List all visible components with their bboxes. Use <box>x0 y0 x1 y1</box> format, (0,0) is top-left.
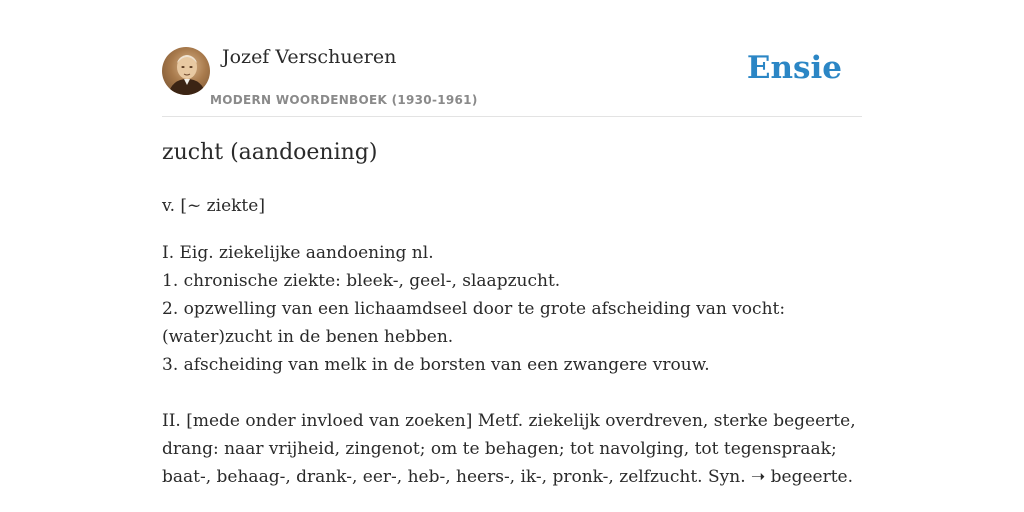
paragraph-spacer <box>162 379 882 407</box>
source-name[interactable]: MODERN WOORDENBOEK (1930-1961) <box>210 93 478 107</box>
definition-line: drang: naar vrijheid, zingenot; om te behagen; tot navolging, tot tegenspraak; <box>162 439 837 459</box>
definition-line: 1. chronische ziekte: bleek-, geel-, slaapzucht. <box>162 271 561 291</box>
entry-definition <box>162 239 882 491</box>
synonym-link[interactable]: ➝ begeerte. <box>751 467 854 487</box>
entry-title: zucht (aandoening) <box>162 140 378 165</box>
author-name[interactable]: Jozef Verschueren <box>222 46 397 68</box>
ensie-logo[interactable]: Ensie <box>746 50 842 86</box>
definition-line: 2. opzwelling van een lichaamdseel door te grote afscheiding van vocht: <box>162 299 786 319</box>
definition-line: I. Eig. ziekelijke aandoening nl. <box>162 243 434 263</box>
entry-header <box>162 40 862 117</box>
definition-line: (water)zucht in de benen hebben. <box>162 327 454 347</box>
definition-text: baat-, behaag-, drank-, eer-, heb-, heers-, ik-, pronk-, zelfzucht. Syn. <box>162 467 751 487</box>
author-avatar[interactable] <box>162 47 210 95</box>
entry-grammar: v. [~ ziekte] <box>162 196 265 216</box>
definition-line: 3. afscheiding van melk in de borsten van een zwangere vrouw. <box>162 355 710 375</box>
definition-line-synonym <box>162 463 882 491</box>
definition-line: II. [mede onder invloed van zoeken] Metf. ziekelijk overdreven, sterke begeerte, <box>162 411 856 431</box>
author-portrait-icon <box>162 47 210 95</box>
